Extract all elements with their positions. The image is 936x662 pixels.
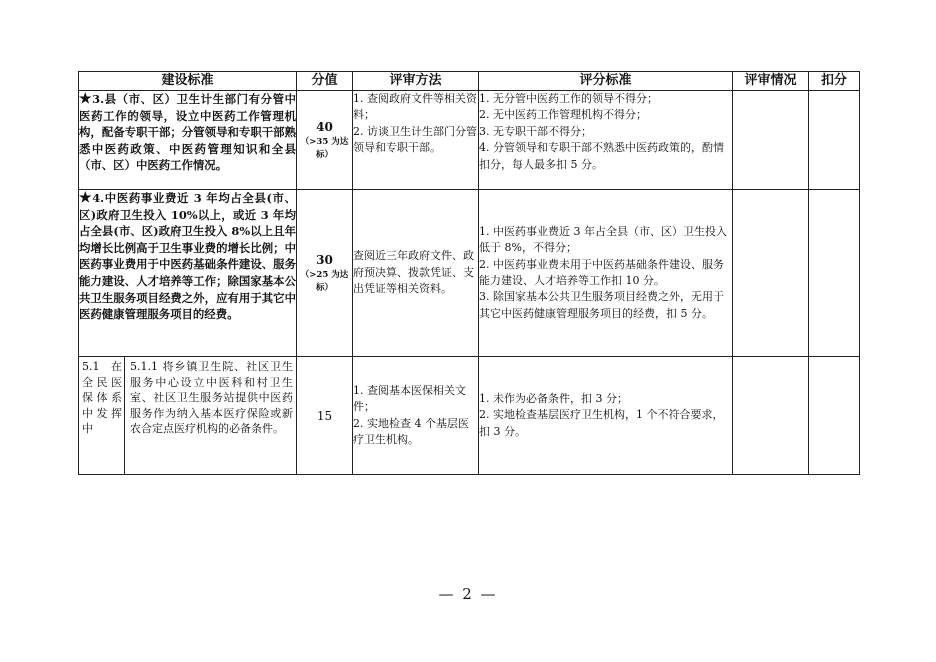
criteria-item: 3. 无专职干部不得分； xyxy=(479,124,592,138)
method-cell xyxy=(353,91,479,190)
criteria-item: 3. 除国家基本公共卫生服务项目经费之外，无用于其它中医药健康管理服务项目的经费，扣 5 分。 xyxy=(479,290,724,320)
standard-text: 5.1.1 将乡镇卫生院、社区卫生服务中心设立中医科和村卫生室、社区卫生服务站提供中医药服务作为纳入基本医疗保险或新农合定点医疗机构的必备条件。 xyxy=(130,360,293,435)
score-value: 15 xyxy=(316,408,333,423)
standard-cell xyxy=(79,190,297,357)
method-item: 查阅近三年政府文件、政府预决算、拨款凭证、支出凭证等相关资料。 xyxy=(353,249,474,296)
page-number: — 2 — xyxy=(438,585,498,603)
score-cell xyxy=(297,357,353,475)
criteria-item: 2. 无中医药工作管理机构不得分； xyxy=(479,108,647,122)
star-icon: ★ xyxy=(79,91,93,107)
review-cell xyxy=(733,357,809,475)
standard-cell xyxy=(79,91,297,190)
score-cell xyxy=(297,91,353,190)
score-cell xyxy=(297,190,353,357)
criteria-item: 1. 无分管中医药工作的领导不得分； xyxy=(479,92,658,105)
score-note: （>35 为达标） xyxy=(300,137,349,160)
table-row xyxy=(79,357,860,475)
score-value: 30 xyxy=(316,253,333,267)
score-note: （>25 为达标） xyxy=(300,270,349,293)
header-score: 分值 xyxy=(297,72,353,91)
method-cell xyxy=(353,357,479,475)
table-row xyxy=(79,91,860,190)
criteria-item: 2. 中医药事业费未用于中医药基础条件建设、服务能力建设、人才培养等工作扣 10 分。 xyxy=(479,257,724,287)
criteria-item: 2. 实地检查基层医疗卫生机构，1 个不符合要求，扣 3 分。 xyxy=(479,408,724,438)
review-cell xyxy=(733,91,809,190)
header-method: 评审方法 xyxy=(353,72,479,91)
table-header-row xyxy=(79,72,860,91)
criteria-item: 4. 分管领导和专职干部不熟悉中医药政策的，酌情扣分，每人最多扣 5 分。 xyxy=(479,141,724,171)
criteria-cell xyxy=(479,357,733,475)
standard-text: 4.中医药事业费近 3 年均占全县(市、区)政府卫生投入 10%以上，或近 3 年均占全县(市、区)政府卫生投入 8%以上且年均增长比例高于卫生事业费的增长比例；中医药事业费用于中医药基础条件建设、服务能力建设、人才培养等工作；除国家基本公共卫生服务项目经费之外，应有用于其它中医药健康管理服务项目的经费。 xyxy=(79,191,296,322)
review-cell xyxy=(733,190,809,357)
criteria-cell xyxy=(479,190,733,357)
method-item: 2. 访谈卫生计生部门分管领导和专职干部。 xyxy=(353,124,477,155)
method-item: 1. 查阅政府文件等相关资料； xyxy=(353,92,477,122)
header-review: 评审情况 xyxy=(733,72,809,91)
standard-text: 3.县（市、区）卫生计生部门有分管中医药工作的领导，设立中医药工作管理机构，配备专职干部；分管领导和专职干部熟悉中医药政策、中医药管理知识和全县（市、区）中医药工作情况。 xyxy=(79,92,296,173)
deduction-cell xyxy=(809,190,860,357)
header-criteria: 评分标准 xyxy=(479,72,733,91)
deduction-cell xyxy=(809,91,860,190)
header-deduction: 扣分 xyxy=(809,72,860,91)
score-value: 40 xyxy=(316,120,333,134)
method-item: 1. 查阅基本医保相关文件； xyxy=(353,383,466,414)
standard-cell xyxy=(79,357,297,475)
method-item: 2. 实地检查 4 个基层医疗卫生机构。 xyxy=(353,416,469,446)
criteria-item: 1. 未作为必备条件，扣 3 分； xyxy=(479,391,628,405)
evaluation-table xyxy=(78,71,860,475)
deduction-cell xyxy=(809,357,860,475)
table-row xyxy=(79,190,860,357)
header-standard: 建设标准 xyxy=(79,72,297,91)
criteria-item: 1. 中医药事业费近 3 年占全县（市、区）卫生投入低于 8%，不得分； xyxy=(479,224,727,255)
criteria-cell xyxy=(479,91,733,190)
star-icon: ★ xyxy=(79,190,93,206)
method-cell xyxy=(353,190,479,357)
category-label: 5.1 在全民医保体系中发挥中 xyxy=(79,357,125,474)
